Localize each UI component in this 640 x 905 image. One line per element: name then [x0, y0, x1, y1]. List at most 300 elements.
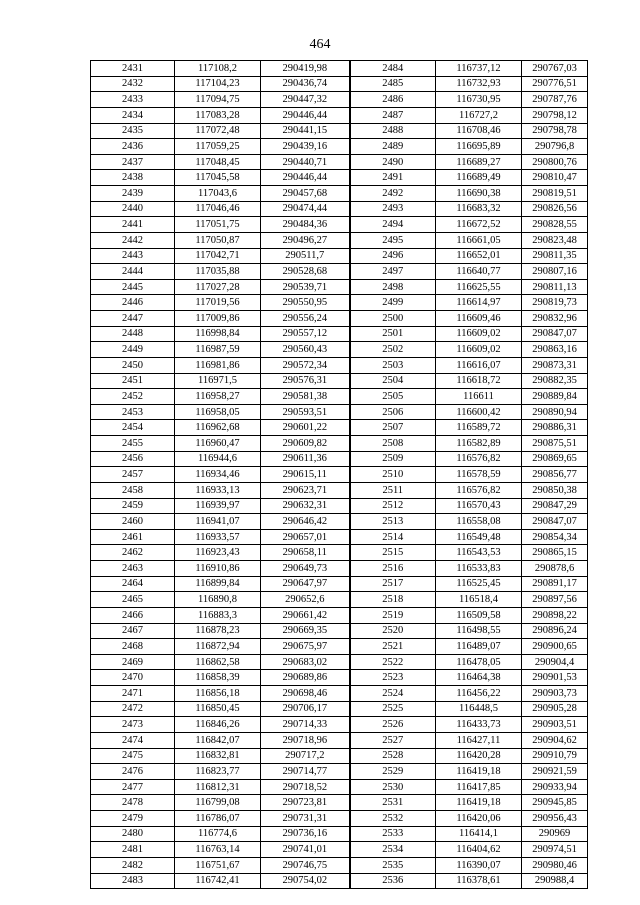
x-coordinate-cell: 116533,83: [436, 561, 522, 577]
x-coordinate-cell: 117042,71: [175, 248, 261, 264]
table-row: [91, 607, 588, 623]
x-coordinate-cell: 117059,25: [175, 139, 261, 155]
point-number-cell: 2467: [91, 623, 175, 639]
y-coordinate-cell: 290910,79: [522, 748, 588, 764]
y-coordinate-cell: 290798,12: [522, 107, 588, 123]
x-coordinate-cell: 116850,45: [175, 701, 261, 717]
table-row: [91, 686, 588, 702]
table-row: [91, 201, 588, 217]
point-number-cell: 2495: [350, 232, 436, 248]
x-coordinate-cell: 117051,75: [175, 217, 261, 233]
x-coordinate-cell: 116812,31: [175, 779, 261, 795]
table-row: [91, 248, 588, 264]
y-coordinate-cell: 290856,77: [522, 467, 588, 483]
x-coordinate-cell: 116543,53: [436, 545, 522, 561]
y-coordinate-cell: 290419,98: [261, 61, 350, 77]
y-coordinate-cell: 290890,94: [522, 404, 588, 420]
x-coordinate-cell: 116823,77: [175, 764, 261, 780]
point-number-cell: 2530: [350, 779, 436, 795]
table-row: [91, 842, 588, 858]
x-coordinate-cell: 116727,2: [436, 107, 522, 123]
y-coordinate-cell: 290698,46: [261, 686, 350, 702]
point-number-cell: 2449: [91, 342, 175, 358]
x-coordinate-cell: 116611: [436, 389, 522, 405]
y-coordinate-cell: 290828,55: [522, 217, 588, 233]
y-coordinate-cell: 290539,71: [261, 279, 350, 295]
y-coordinate-cell: 290440,71: [261, 154, 350, 170]
table-row: [91, 498, 588, 514]
table-row: [91, 779, 588, 795]
y-coordinate-cell: 290658,11: [261, 545, 350, 561]
y-coordinate-cell: 290689,86: [261, 670, 350, 686]
y-coordinate-cell: 290683,02: [261, 654, 350, 670]
point-number-cell: 2477: [91, 779, 175, 795]
x-coordinate-cell: 116846,26: [175, 717, 261, 733]
table-row: [91, 264, 588, 280]
point-number-cell: 2484: [350, 61, 436, 77]
table-row: [91, 670, 588, 686]
y-coordinate-cell: 290873,31: [522, 357, 588, 373]
point-number-cell: 2501: [350, 326, 436, 342]
point-number-cell: 2451: [91, 373, 175, 389]
point-number-cell: 2494: [350, 217, 436, 233]
y-coordinate-cell: 290847,29: [522, 498, 588, 514]
point-number-cell: 2448: [91, 326, 175, 342]
x-coordinate-cell: 117104,23: [175, 76, 261, 92]
table-row: [91, 748, 588, 764]
point-number-cell: 2489: [350, 139, 436, 155]
y-coordinate-cell: 290903,73: [522, 686, 588, 702]
point-number-cell: 2437: [91, 154, 175, 170]
point-number-cell: 2441: [91, 217, 175, 233]
point-number-cell: 2445: [91, 279, 175, 295]
x-coordinate-cell: 116832,81: [175, 748, 261, 764]
x-coordinate-cell: 117048,45: [175, 154, 261, 170]
x-coordinate-cell: 116960,47: [175, 436, 261, 452]
x-coordinate-cell: 116420,28: [436, 748, 522, 764]
y-coordinate-cell: 290447,32: [261, 92, 350, 108]
point-number-cell: 2434: [91, 107, 175, 123]
x-coordinate-cell: 116987,59: [175, 342, 261, 358]
point-number-cell: 2515: [350, 545, 436, 561]
table-row: [91, 545, 588, 561]
point-number-cell: 2435: [91, 123, 175, 139]
x-coordinate-cell: 116609,02: [436, 342, 522, 358]
x-coordinate-cell: 116939,97: [175, 498, 261, 514]
y-coordinate-cell: 290581,38: [261, 389, 350, 405]
point-number-cell: 2433: [91, 92, 175, 108]
point-number-cell: 2487: [350, 107, 436, 123]
y-coordinate-cell: 290905,28: [522, 701, 588, 717]
point-number-cell: 2511: [350, 482, 436, 498]
x-coordinate-cell: 116799,08: [175, 795, 261, 811]
y-coordinate-cell: 290847,07: [522, 326, 588, 342]
y-coordinate-cell: 290550,95: [261, 295, 350, 311]
table-row: [91, 592, 588, 608]
y-coordinate-cell: 290875,51: [522, 436, 588, 452]
table-row: [91, 623, 588, 639]
point-number-cell: 2512: [350, 498, 436, 514]
x-coordinate-cell: 116858,39: [175, 670, 261, 686]
x-coordinate-cell: 116600,42: [436, 404, 522, 420]
x-coordinate-cell: 116883,3: [175, 607, 261, 623]
point-number-cell: 2510: [350, 467, 436, 483]
y-coordinate-cell: 290611,36: [261, 451, 350, 467]
point-number-cell: 2459: [91, 498, 175, 514]
y-coordinate-cell: 290798,78: [522, 123, 588, 139]
point-number-cell: 2458: [91, 482, 175, 498]
table-row: [91, 529, 588, 545]
table-row: [91, 826, 588, 842]
y-coordinate-cell: 290601,22: [261, 420, 350, 436]
point-number-cell: 2533: [350, 826, 436, 842]
point-number-cell: 2529: [350, 764, 436, 780]
x-coordinate-cell: 116464,38: [436, 670, 522, 686]
y-coordinate-cell: 290741,01: [261, 842, 350, 858]
x-coordinate-cell: 116549,48: [436, 529, 522, 545]
point-number-cell: 2527: [350, 732, 436, 748]
x-coordinate-cell: 116910,86: [175, 561, 261, 577]
y-coordinate-cell: 290901,53: [522, 670, 588, 686]
y-coordinate-cell: 290897,56: [522, 592, 588, 608]
point-number-cell: 2507: [350, 420, 436, 436]
x-coordinate-cell: 116737,12: [436, 61, 522, 77]
point-number-cell: 2479: [91, 811, 175, 827]
x-coordinate-cell: 116786,07: [175, 811, 261, 827]
y-coordinate-cell: 290623,71: [261, 482, 350, 498]
point-number-cell: 2464: [91, 576, 175, 592]
point-number-cell: 2447: [91, 311, 175, 327]
y-coordinate-cell: 290649,73: [261, 561, 350, 577]
point-number-cell: 2491: [350, 170, 436, 186]
x-coordinate-cell: 116689,27: [436, 154, 522, 170]
table-row: [91, 576, 588, 592]
point-number-cell: 2509: [350, 451, 436, 467]
y-coordinate-cell: 290652,6: [261, 592, 350, 608]
x-coordinate-cell: 116890,8: [175, 592, 261, 608]
point-number-cell: 2461: [91, 529, 175, 545]
y-coordinate-cell: 290647,97: [261, 576, 350, 592]
x-coordinate-cell: 117045,58: [175, 170, 261, 186]
point-number-cell: 2481: [91, 842, 175, 858]
x-coordinate-cell: 116899,84: [175, 576, 261, 592]
point-number-cell: 2514: [350, 529, 436, 545]
x-coordinate-cell: 116427,11: [436, 732, 522, 748]
point-number-cell: 2520: [350, 623, 436, 639]
table-row: [91, 295, 588, 311]
table-row: [91, 561, 588, 577]
x-coordinate-cell: 116661,05: [436, 232, 522, 248]
table-row: [91, 404, 588, 420]
x-coordinate-cell: 116433,73: [436, 717, 522, 733]
y-coordinate-cell: 290714,33: [261, 717, 350, 733]
point-number-cell: 2516: [350, 561, 436, 577]
x-coordinate-cell: 116842,07: [175, 732, 261, 748]
y-coordinate-cell: 290723,81: [261, 795, 350, 811]
point-number-cell: 2472: [91, 701, 175, 717]
y-coordinate-cell: 290850,38: [522, 482, 588, 498]
point-number-cell: 2536: [350, 873, 436, 889]
y-coordinate-cell: 290823,48: [522, 232, 588, 248]
y-coordinate-cell: 290556,24: [261, 311, 350, 327]
table-row: [91, 482, 588, 498]
point-number-cell: 2506: [350, 404, 436, 420]
point-number-cell: 2521: [350, 639, 436, 655]
point-number-cell: 2493: [350, 201, 436, 217]
point-number-cell: 2438: [91, 170, 175, 186]
point-number-cell: 2470: [91, 670, 175, 686]
point-number-cell: 2466: [91, 607, 175, 623]
y-coordinate-cell: 290767,03: [522, 61, 588, 77]
x-coordinate-cell: 116862,58: [175, 654, 261, 670]
y-coordinate-cell: 290854,34: [522, 529, 588, 545]
x-coordinate-cell: 117108,2: [175, 61, 261, 77]
table-row: [91, 92, 588, 108]
table-row: [91, 857, 588, 873]
y-coordinate-cell: 290800,76: [522, 154, 588, 170]
x-coordinate-cell: 117050,87: [175, 232, 261, 248]
x-coordinate-cell: 116690,38: [436, 186, 522, 202]
y-coordinate-cell: 290974,51: [522, 842, 588, 858]
y-coordinate-cell: 290900,65: [522, 639, 588, 655]
point-number-cell: 2499: [350, 295, 436, 311]
table-row: [91, 764, 588, 780]
x-coordinate-cell: 116498,55: [436, 623, 522, 639]
x-coordinate-cell: 116944,6: [175, 451, 261, 467]
x-coordinate-cell: 116763,14: [175, 842, 261, 858]
x-coordinate-cell: 116570,43: [436, 498, 522, 514]
y-coordinate-cell: 290439,16: [261, 139, 350, 155]
y-coordinate-cell: 290754,02: [261, 873, 350, 889]
table-row: [91, 732, 588, 748]
table-row: [91, 451, 588, 467]
x-coordinate-cell: 117009,86: [175, 311, 261, 327]
table-row: [91, 326, 588, 342]
y-coordinate-cell: 290891,17: [522, 576, 588, 592]
y-coordinate-cell: 290496,27: [261, 232, 350, 248]
x-coordinate-cell: 116933,57: [175, 529, 261, 545]
x-coordinate-cell: 116981,86: [175, 357, 261, 373]
point-number-cell: 2531: [350, 795, 436, 811]
point-number-cell: 2488: [350, 123, 436, 139]
table-row: [91, 232, 588, 248]
x-coordinate-cell: 116933,13: [175, 482, 261, 498]
point-number-cell: 2468: [91, 639, 175, 655]
point-number-cell: 2534: [350, 842, 436, 858]
y-coordinate-cell: 290632,31: [261, 498, 350, 514]
x-coordinate-cell: 116525,45: [436, 576, 522, 592]
y-coordinate-cell: 290810,47: [522, 170, 588, 186]
point-number-cell: 2474: [91, 732, 175, 748]
y-coordinate-cell: 290869,65: [522, 451, 588, 467]
table-row: [91, 420, 588, 436]
x-coordinate-cell: 116609,46: [436, 311, 522, 327]
point-number-cell: 2432: [91, 76, 175, 92]
point-number-cell: 2456: [91, 451, 175, 467]
y-coordinate-cell: 290718,96: [261, 732, 350, 748]
point-number-cell: 2462: [91, 545, 175, 561]
table-row: [91, 436, 588, 452]
y-coordinate-cell: 290980,46: [522, 857, 588, 873]
point-number-cell: 2457: [91, 467, 175, 483]
y-coordinate-cell: 290832,96: [522, 311, 588, 327]
y-coordinate-cell: 290896,24: [522, 623, 588, 639]
table-row: [91, 186, 588, 202]
y-coordinate-cell: 290661,42: [261, 607, 350, 623]
x-coordinate-cell: 116971,5: [175, 373, 261, 389]
y-coordinate-cell: 290474,44: [261, 201, 350, 217]
x-coordinate-cell: 116672,52: [436, 217, 522, 233]
y-coordinate-cell: 290933,94: [522, 779, 588, 795]
point-number-cell: 2525: [350, 701, 436, 717]
x-coordinate-cell: 117043,6: [175, 186, 261, 202]
table-row: [91, 311, 588, 327]
y-coordinate-cell: 290878,6: [522, 561, 588, 577]
y-coordinate-cell: 290903,51: [522, 717, 588, 733]
y-coordinate-cell: 290717,2: [261, 748, 350, 764]
x-coordinate-cell: 116419,18: [436, 795, 522, 811]
y-coordinate-cell: 290886,31: [522, 420, 588, 436]
table-row: [91, 873, 588, 889]
x-coordinate-cell: 116576,82: [436, 482, 522, 498]
point-number-cell: 2446: [91, 295, 175, 311]
point-number-cell: 2485: [350, 76, 436, 92]
y-coordinate-cell: 290746,75: [261, 857, 350, 873]
y-coordinate-cell: 290889,84: [522, 389, 588, 405]
point-number-cell: 2476: [91, 764, 175, 780]
point-number-cell: 2500: [350, 311, 436, 327]
point-number-cell: 2443: [91, 248, 175, 264]
x-coordinate-cell: 116582,89: [436, 436, 522, 452]
x-coordinate-cell: 117072,48: [175, 123, 261, 139]
point-number-cell: 2478: [91, 795, 175, 811]
y-coordinate-cell: 290706,17: [261, 701, 350, 717]
point-number-cell: 2486: [350, 92, 436, 108]
x-coordinate-cell: 116878,23: [175, 623, 261, 639]
point-number-cell: 2504: [350, 373, 436, 389]
y-coordinate-cell: 290528,68: [261, 264, 350, 280]
point-number-cell: 2490: [350, 154, 436, 170]
x-coordinate-cell: 116478,05: [436, 654, 522, 670]
x-coordinate-cell: 116509,58: [436, 607, 522, 623]
y-coordinate-cell: 290898,22: [522, 607, 588, 623]
point-number-cell: 2442: [91, 232, 175, 248]
x-coordinate-cell: 116378,61: [436, 873, 522, 889]
point-number-cell: 2455: [91, 436, 175, 452]
y-coordinate-cell: 290731,31: [261, 811, 350, 827]
page-number: 464: [309, 37, 331, 52]
y-coordinate-cell: 290484,36: [261, 217, 350, 233]
coordinates-table-body: [91, 61, 588, 889]
x-coordinate-cell: 116420,06: [436, 811, 522, 827]
y-coordinate-cell: 290736,16: [261, 826, 350, 842]
table-row: [91, 639, 588, 655]
point-number-cell: 2436: [91, 139, 175, 155]
point-number-cell: 2503: [350, 357, 436, 373]
point-number-cell: 2497: [350, 264, 436, 280]
x-coordinate-cell: 116708,46: [436, 123, 522, 139]
x-coordinate-cell: 116404,62: [436, 842, 522, 858]
x-coordinate-cell: 116390,07: [436, 857, 522, 873]
x-coordinate-cell: 117046,46: [175, 201, 261, 217]
table-row: [91, 61, 588, 77]
y-coordinate-cell: 290511,7: [261, 248, 350, 264]
y-coordinate-cell: 290847,07: [522, 514, 588, 530]
x-coordinate-cell: 117027,28: [175, 279, 261, 295]
y-coordinate-cell: 290436,74: [261, 76, 350, 92]
y-coordinate-cell: 290988,4: [522, 873, 588, 889]
x-coordinate-cell: 117035,88: [175, 264, 261, 280]
point-number-cell: 2528: [350, 748, 436, 764]
table-row: [91, 514, 588, 530]
table-row: [91, 107, 588, 123]
y-coordinate-cell: 290945,85: [522, 795, 588, 811]
point-number-cell: 2460: [91, 514, 175, 530]
point-number-cell: 2522: [350, 654, 436, 670]
table-row: [91, 139, 588, 155]
x-coordinate-cell: 116625,55: [436, 279, 522, 295]
y-coordinate-cell: 290714,77: [261, 764, 350, 780]
x-coordinate-cell: 116695,89: [436, 139, 522, 155]
y-coordinate-cell: 290718,52: [261, 779, 350, 795]
x-coordinate-cell: 116856,18: [175, 686, 261, 702]
x-coordinate-cell: 116652,01: [436, 248, 522, 264]
point-number-cell: 2465: [91, 592, 175, 608]
table-row: [91, 342, 588, 358]
x-coordinate-cell: 116489,07: [436, 639, 522, 655]
point-number-cell: 2444: [91, 264, 175, 280]
point-number-cell: 2440: [91, 201, 175, 217]
point-number-cell: 2513: [350, 514, 436, 530]
y-coordinate-cell: 290811,35: [522, 248, 588, 264]
point-number-cell: 2517: [350, 576, 436, 592]
x-coordinate-cell: 116558,08: [436, 514, 522, 530]
x-coordinate-cell: 116742,41: [175, 873, 261, 889]
x-coordinate-cell: 116683,32: [436, 201, 522, 217]
x-coordinate-cell: 116751,67: [175, 857, 261, 873]
point-number-cell: 2519: [350, 607, 436, 623]
y-coordinate-cell: 290865,15: [522, 545, 588, 561]
point-number-cell: 2452: [91, 389, 175, 405]
y-coordinate-cell: 290615,11: [261, 467, 350, 483]
table-row: [91, 654, 588, 670]
table-row: [91, 76, 588, 92]
point-number-cell: 2469: [91, 654, 175, 670]
x-coordinate-cell: 117094,75: [175, 92, 261, 108]
x-coordinate-cell: 116934,46: [175, 467, 261, 483]
point-number-cell: 2523: [350, 670, 436, 686]
point-number-cell: 2526: [350, 717, 436, 733]
y-coordinate-cell: 290446,44: [261, 170, 350, 186]
table-row: [91, 795, 588, 811]
y-coordinate-cell: 290969: [522, 826, 588, 842]
y-coordinate-cell: 290819,51: [522, 186, 588, 202]
y-coordinate-cell: 290441,15: [261, 123, 350, 139]
y-coordinate-cell: 290572,34: [261, 357, 350, 373]
x-coordinate-cell: 116616,07: [436, 357, 522, 373]
point-number-cell: 2524: [350, 686, 436, 702]
point-number-cell: 2535: [350, 857, 436, 873]
table-row: [91, 373, 588, 389]
table-row: [91, 811, 588, 827]
y-coordinate-cell: 290675,97: [261, 639, 350, 655]
y-coordinate-cell: 290921,59: [522, 764, 588, 780]
y-coordinate-cell: 290863,16: [522, 342, 588, 358]
x-coordinate-cell: 116414,1: [436, 826, 522, 842]
point-number-cell: 2496: [350, 248, 436, 264]
x-coordinate-cell: 116456,22: [436, 686, 522, 702]
x-coordinate-cell: 116589,72: [436, 420, 522, 436]
